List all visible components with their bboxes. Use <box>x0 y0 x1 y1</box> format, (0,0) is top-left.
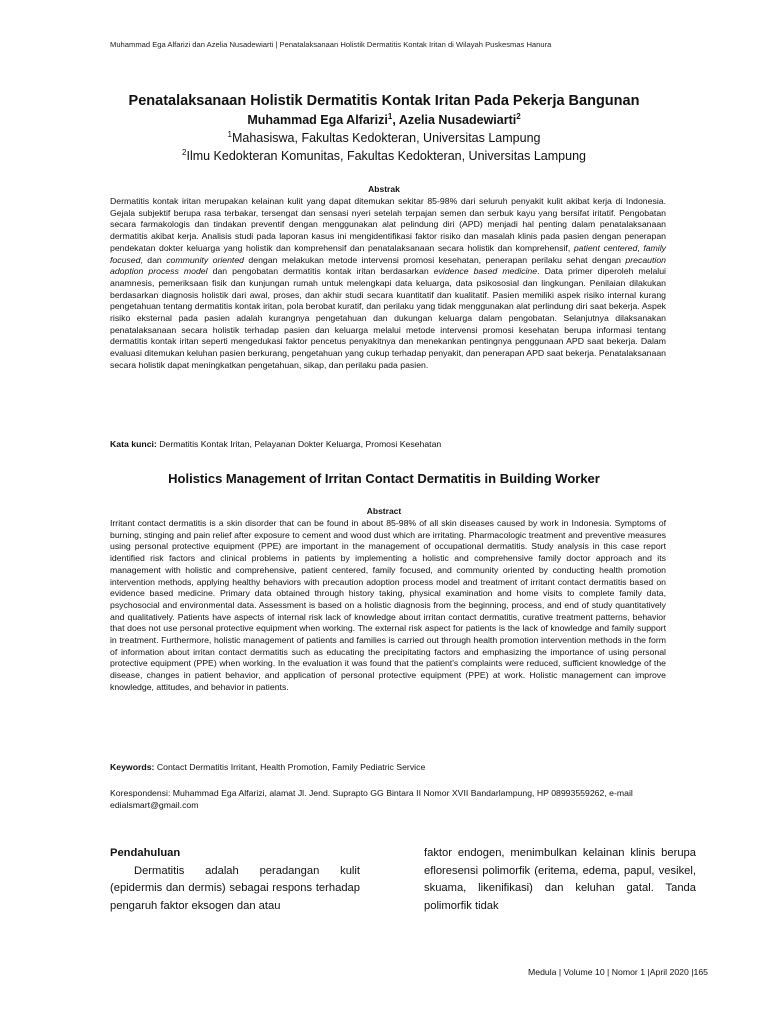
abstract-emphasis: evidence based medicine <box>433 266 538 277</box>
keywords-id <box>110 438 666 450</box>
affiliation-1 <box>0 131 768 145</box>
abstract-segment: dan pengobatan dermatitis kontak iritan berdasarkan <box>207 266 434 277</box>
abstract-text-id <box>110 196 666 372</box>
author-name: Azelia Nusadewiarti <box>398 113 517 127</box>
keywords-label: Keywords: <box>110 762 155 772</box>
abstract-heading-en: Abstract <box>366 506 402 516</box>
affiliation-marker: 2 <box>182 147 187 157</box>
abstract-emphasis: community oriented <box>166 254 245 265</box>
section-heading: Pendahuluan <box>110 847 181 859</box>
author-affiliation-marker: 1 <box>387 111 393 121</box>
affiliation-2 <box>0 149 768 163</box>
body-column-right <box>424 845 696 915</box>
abstract-emphasis: family focused <box>110 242 666 265</box>
author-name: Muhammad Ega Alfarizi <box>247 113 388 127</box>
keywords-en <box>110 761 666 773</box>
affiliation-marker: 1 <box>227 129 232 139</box>
abstract-segment: , <box>637 242 644 253</box>
abstract-emphasis: patient centered <box>573 242 638 253</box>
abstract-emphasis: precaution adoption process model <box>110 254 666 277</box>
paper-title: Penatalaksanaan Holistik Dermatitis Kontak Iritan Pada Pekerja Bangunan <box>128 93 640 109</box>
keywords-text: Dermatitis Kontak Iritan, Pelayanan Dokter Keluarga, Promosi Kesehatan <box>156 439 442 449</box>
author-affiliation-marker: 2 <box>516 111 521 121</box>
correspondence: Korespondensi: Muhammad Ega Alfarizi, alamat Jl. Jend. Suprapto GG Bintara II Nomor XVII Bandarlampung, HP 08993559262, e-mail edialsmart@gmail.com <box>110 788 633 810</box>
abstract-segment: , dan <box>140 254 167 265</box>
keywords-label: Kata kunci: <box>110 439 157 449</box>
body-paragraph: faktor endogen, menimbulkan kelainan klinis berupa efloresensi polimorfik (eritema, edema, papul, vesikel, skuama, likenifikasi) dan keluhan gatal. Tanda polimorfik tidak <box>424 847 696 912</box>
english-title: Holistics Management of Irritan Contact Dermatitis in Building Worker <box>168 471 600 486</box>
abstract-text-en: Irritant contact dermatitis is a skin disorder that can be found in about 85-98% of all skin diseases caused by work in Indonesia. Symptoms of burning, stinging and pain relief after exposure to cement and wood dust which are irritating. Pharmacologic treatment and preventive measures using personal protective equipment (PPE) are important in the management of occupational dermatitis. Study analysis in this case report identified risk factors and clinical problems in patients by implementing a holistic and comprehensive family doctor approach and its management with holistic and comprehensive, patient centered, family focused, and community oriented by conducting health promotion intervention methods, applying healthy behaviors with precaution adoption process model and treatment of irritant contact dermatitis based on evidence based medicine. Primary data obtained through history taking, physical examination and home visits to complete family data, psychosocial and environmental data. Assessment is based on a holistic diagnosis from the beginning, process, and end of study quantitatively and qualitatively. Patients have aspects of internal risk lack of knowledge about irritan contact dermatitis, curative treatment patterns, behavior that does not use personal protective equipment when working. The external risk aspect for patients is the lack of knowledge and family support in treatment. Furthermore, holistic management of patients and families is carried out through health promotion intervention methods in the form of information about irritan contact dermatitis such as educating the precipitating factors and emphasizing the importance of using personal protective equipment (PPE) when working. In the evaluation it was found that the patient's complaints were reduced, sufficient knowledge of the disease, changes in patient behavior, and application of personal protective equipment (PPE) at work. Holistic management can improve knowledge, attitudes, and behavior in patients. <box>110 518 666 692</box>
page-footer: Medula | Volume 10 | Nomor 1 |April 2020 |165 <box>528 967 708 977</box>
body-paragraph: Dermatitis adalah peradangan kulit (epidermis dan dermis) sebagai respons terhadap pengaruh faktor eksogen dan atau <box>110 864 360 912</box>
abstract-segment: dengan melakukan metode intervensi promosi kesehatan, penerapan perilaku sehat dengan <box>244 254 626 265</box>
abstract-heading-id: Abstrak <box>368 184 400 194</box>
abstract-segment: . Data primer diperoleh melalui anamnesis, pemeriksaan fisik dan kunjungan rumah untuk melengkapi data keluarga, data psikososial dan lingkungan. Penilaian dilakukan berdasarkan diagnosis holistik dari awal, proses, dan akhir studi secara kuantitatif dan kualitatif. Pasien memiliki aspek risiko internal kurang pengetahuan tentang dermatitis kontak iritan, pola berobat kuratif, dan perilaku yang tidak menggunakan alat perlindung diri saat bekerja. Aspek risiko eksternal pada pasien adalah kurangnya pengetahuan dan dukungan keluarga dalam pengobatan. Selanjutnya dilaksanakan penatalaksanaan secara holistik terhadap pasien dan keluarga melalui metode intervensi promosi kesehatan berupa informasi tentang dermatitis kontak iritan seperti mengedukasi faktor pencetus penyakitnya dan menekankan pentingnya penggunaan APD saat bekerja. Dalam evaluasi ditemukan keluhan pasien berkurang, pengetahuan yang cukup terhadap penyakit, dan penerapan APD saat bekerja. Penatalaksanaan secara holistik dapat meningkatkan pengetahuan, sikap, dan perilaku pada pasien. <box>110 266 666 370</box>
author-separator: , <box>392 113 399 127</box>
body-column-left <box>110 845 360 915</box>
affiliation-text: Mahasiswa, Fakultas Kedokteran, Universitas Lampung <box>231 131 541 145</box>
running-head: Muhammad Ega Alfarizi dan Azelia Nusadewiarti | Penatalaksanaan Holistik Dermatitis Kontak Iritan di Wilayah Puskesmas Hanura <box>110 40 552 49</box>
affiliation-text: Ilmu Kedokteran Komunitas, Fakultas Kedokteran, Universitas Lampung <box>186 149 586 163</box>
keywords-text: Contact Dermatitis Irritant, Health Promotion, Family Pediatric Service <box>154 762 426 772</box>
author-line <box>0 113 768 127</box>
abstract-segment: Dermatitis kontak iritan merupakan kelainan kulit yang dapat ditemukan sekitar 85-98% dari seluruh penyakit kulit akibat kerja di Indonesia. Gejala subjektif berupa rasa terbakar, tersengat dan sensasi nyeri setelah terpajan semen dan serbuk kayu yang bersifat iritatif. Pengobatan secara farmakologis dan tindakan preventif dengan menggunakan alat pelindung diri (APD) menjadi hal penting dalam penatalaksanaan dermatitis akibat kerja. Analisis studi pada laporan kasus ini mengidentifikasi faktor risiko dan masalah klinis pada pasien dengan penerapan pendekatan dokter keluarga yang holistik dan komprehensif dan penatalaksanaan secara holistik dan komprehensif, <box>110 196 666 253</box>
